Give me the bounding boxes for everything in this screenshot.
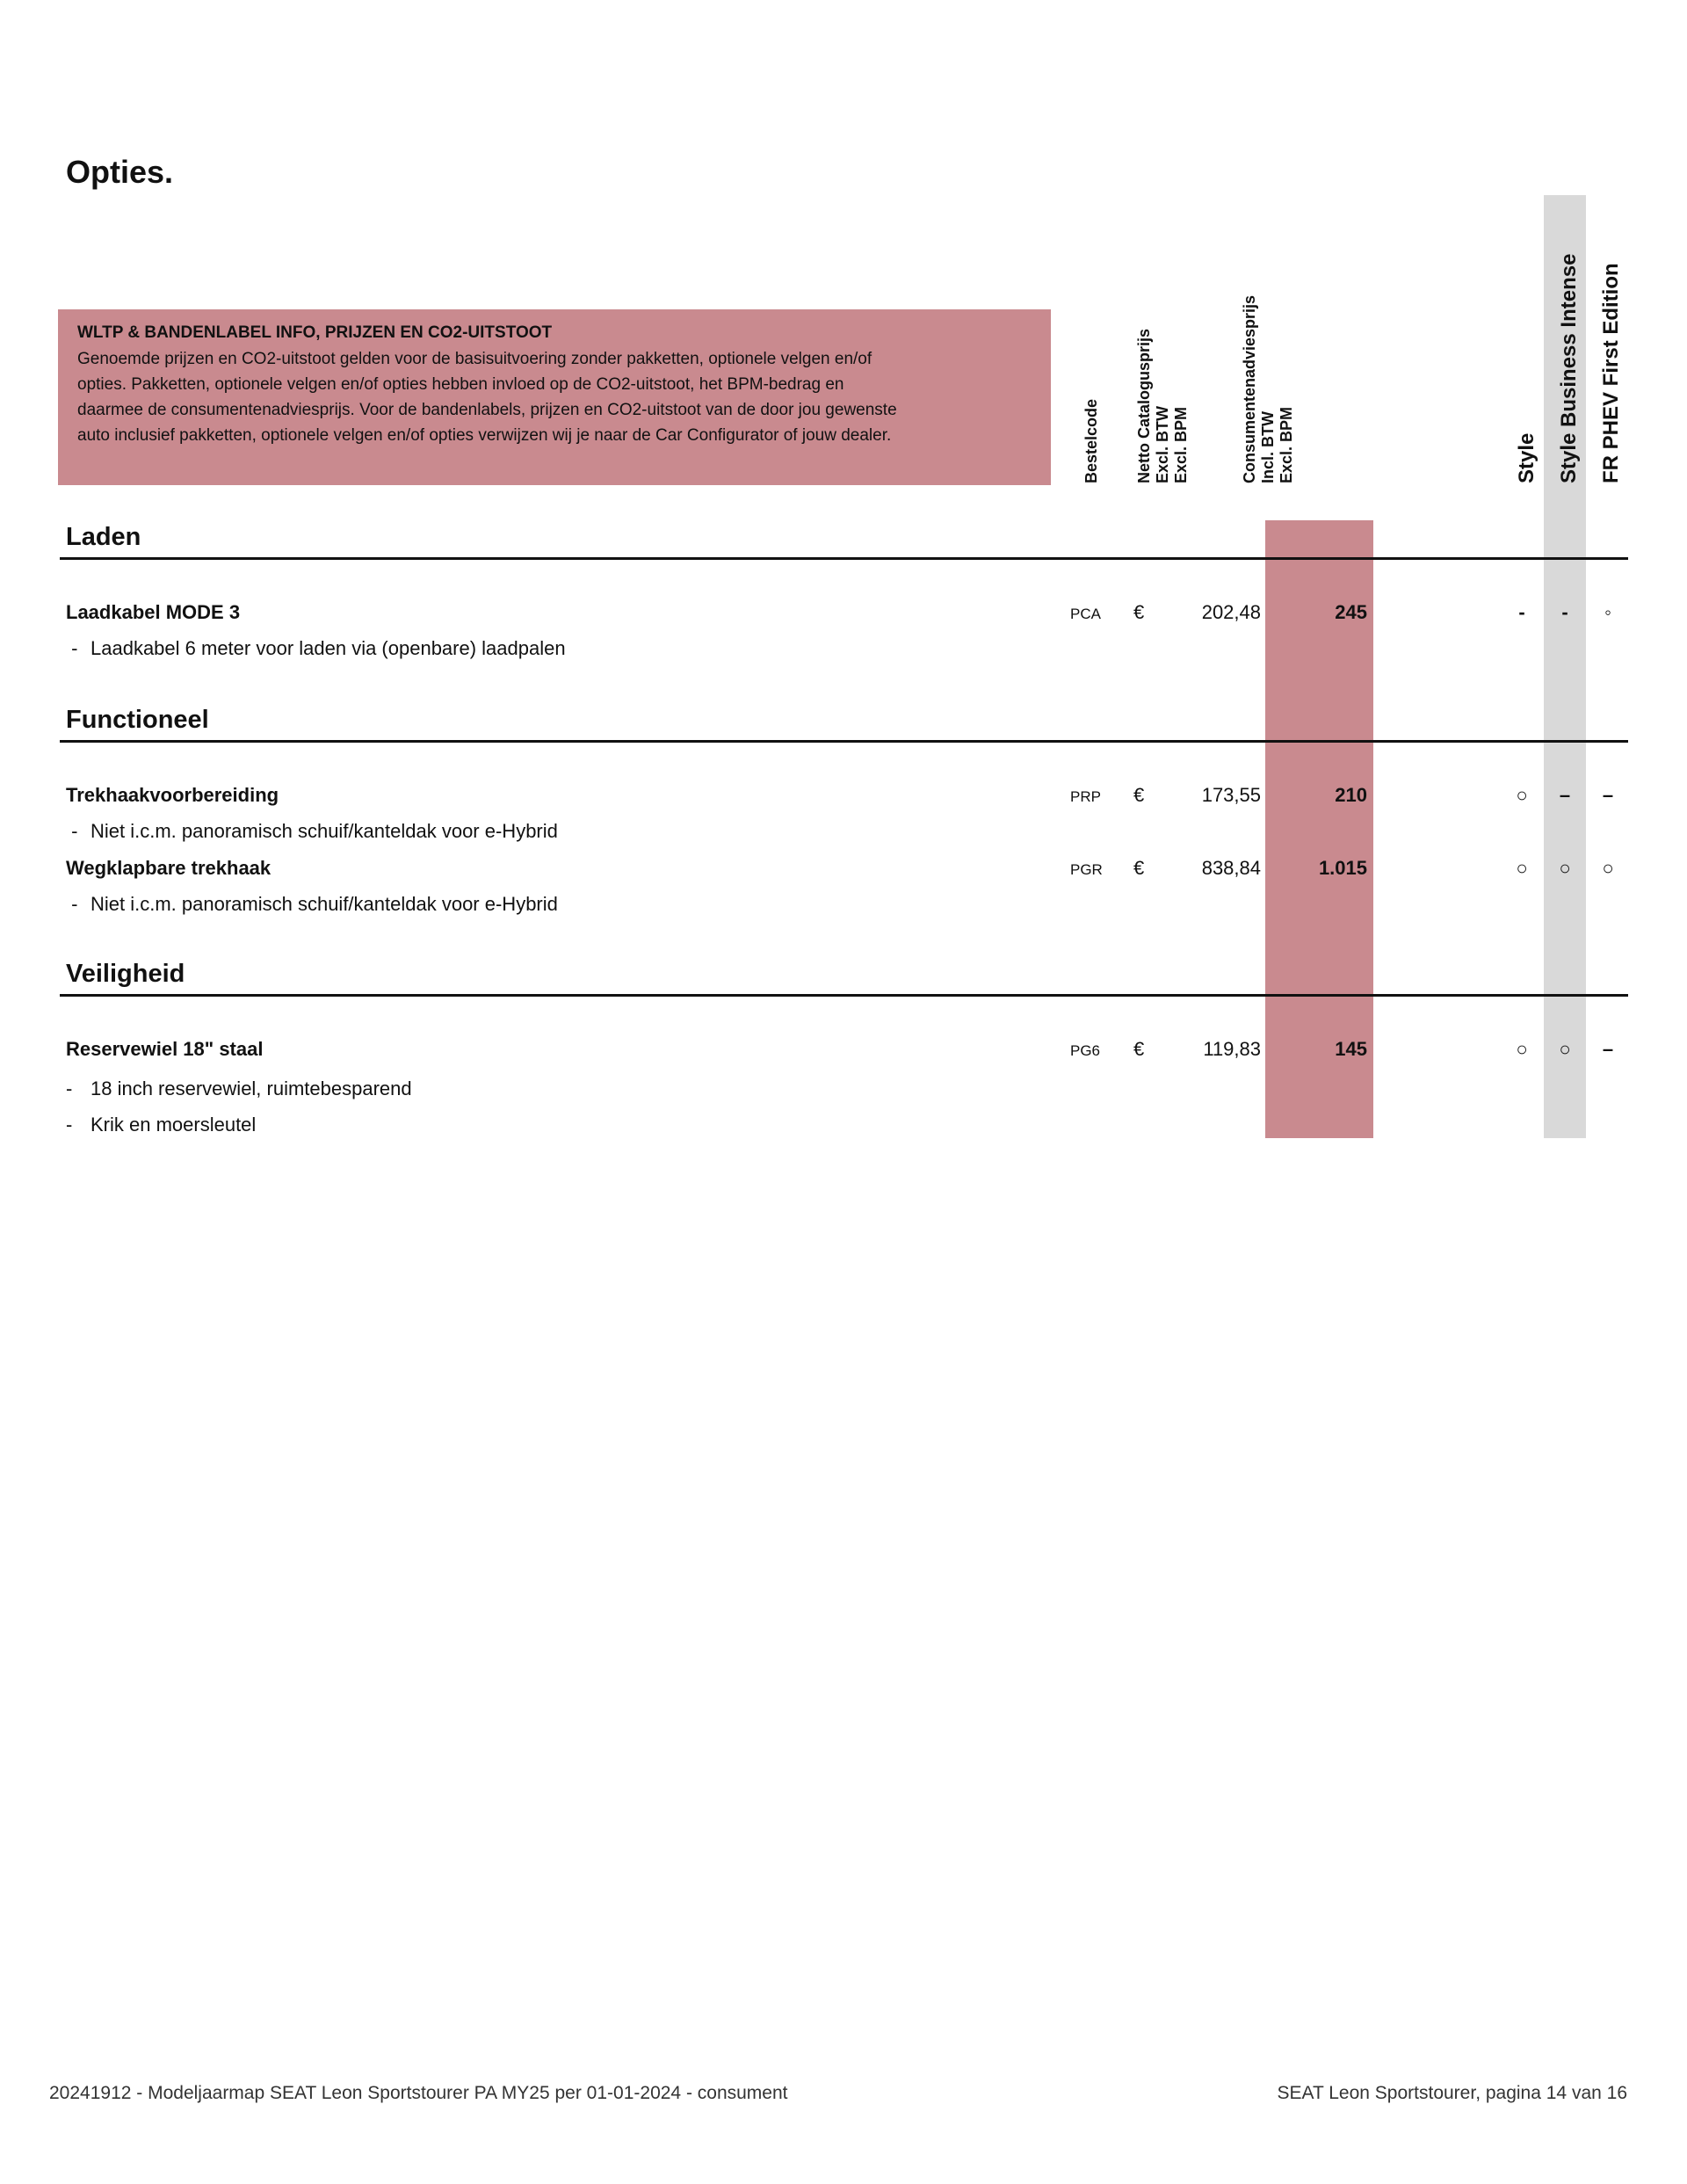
availability-fr: ○	[1602, 857, 1614, 879]
section-title-veiligheid: Veiligheid	[66, 960, 185, 988]
footer-page-number: SEAT Leon Sportstourer, pagina 14 van 16	[1277, 2083, 1627, 2103]
item-desc: - Niet i.c.m. panoramisch schuif/kanteldak voor e-Hybrid	[66, 820, 558, 842]
currency-symbol: €	[1133, 1038, 1145, 1060]
availability-style: ○	[1516, 1038, 1528, 1060]
netto-price: 173,55	[1201, 784, 1261, 806]
item-code: PGR	[1070, 861, 1103, 878]
info-box	[58, 309, 1051, 485]
consument-price: 245	[1335, 601, 1367, 623]
item-name: Trekhaakvoorbereiding	[66, 784, 279, 806]
item-code: PG6	[1070, 1042, 1101, 1059]
netto-price: 202,48	[1201, 601, 1261, 623]
page-title: Opties.	[66, 154, 174, 190]
info-box-line: auto inclusief pakketten, optionele velgen en/of opties verwijzen wij je naar de Car Configurator of jouw dealer.	[77, 426, 892, 445]
availability-fr: ◦	[1604, 601, 1611, 623]
header-fr: FR PHEV First Edition	[1599, 263, 1623, 483]
info-box-line: daarmee de consumentenadviesprijs. Voor de bandenlabels, prijzen en CO2-uitstoot van de door jou gewenste	[77, 401, 897, 419]
item-name: Laadkabel MODE 3	[66, 601, 241, 623]
consument-price: 145	[1335, 1038, 1367, 1060]
currency-symbol: €	[1133, 784, 1145, 806]
section-title-laden: Laden	[66, 523, 141, 551]
consument-price: 1.015	[1318, 857, 1367, 879]
availability-fr: –	[1602, 784, 1614, 806]
availability-fr: –	[1602, 1038, 1614, 1060]
item-code: PCA	[1070, 606, 1101, 622]
section-divider	[60, 994, 1628, 997]
section-divider	[60, 740, 1628, 743]
section-title-functioneel: Functioneel	[66, 706, 209, 734]
availability-business: ○	[1559, 857, 1571, 879]
header-style: Style	[1515, 432, 1539, 483]
availability-style: -	[1518, 601, 1525, 623]
info-box-line: Genoemde prijzen en CO2-uitstoot gelden voor de basisuitvoering zonder pakketten, optionele velgen en/of	[77, 350, 872, 368]
availability-style: ○	[1516, 857, 1528, 879]
availability-style: ○	[1516, 784, 1528, 806]
item-desc: - Niet i.c.m. panoramisch schuif/kanteldak voor e-Hybrid	[66, 893, 558, 915]
item-desc: - 18 inch reservewiel, ruimtebesparend	[66, 1077, 412, 1099]
netto-price: 838,84	[1201, 857, 1261, 879]
item-code: PRP	[1070, 788, 1101, 805]
availability-business: -	[1561, 601, 1568, 623]
currency-symbol: €	[1133, 601, 1145, 623]
header-business: Style Business Intense	[1557, 253, 1581, 483]
header-bestelcode: Bestelcode	[1082, 398, 1100, 483]
availability-business: ○	[1559, 1038, 1571, 1060]
header-netto: Netto Catalogusprijs Excl. BTW Excl. BPM	[1135, 328, 1190, 483]
info-box-title: WLTP & BANDENLABEL INFO, PRIJZEN EN CO2-UITSTOOT	[77, 323, 553, 342]
netto-price: 119,83	[1203, 1038, 1261, 1060]
info-box-line: opties. Pakketten, optionele velgen en/of opties hebben invloed op de CO2-uitstoot, het BPM-bedrag en	[77, 375, 844, 394]
section-divider	[60, 557, 1628, 560]
availability-business: –	[1559, 784, 1571, 806]
currency-symbol: €	[1133, 857, 1145, 879]
consument-price: 210	[1335, 784, 1367, 806]
header-consument: Consumentenadviesprijs Incl. BTW Excl. BPM	[1241, 294, 1295, 483]
item-name: Wegklapbare trekhaak	[66, 857, 272, 879]
footer-document-id: 20241912 - Modeljaarmap SEAT Leon Sportstourer PA MY25 per 01-01-2024 - consument	[49, 2083, 788, 2103]
item-desc: - Laadkabel 6 meter voor laden via (openbare) laadpalen	[66, 637, 566, 659]
item-name: Reservewiel 18" staal	[66, 1038, 264, 1060]
item-desc: - Krik en moersleutel	[66, 1114, 257, 1136]
